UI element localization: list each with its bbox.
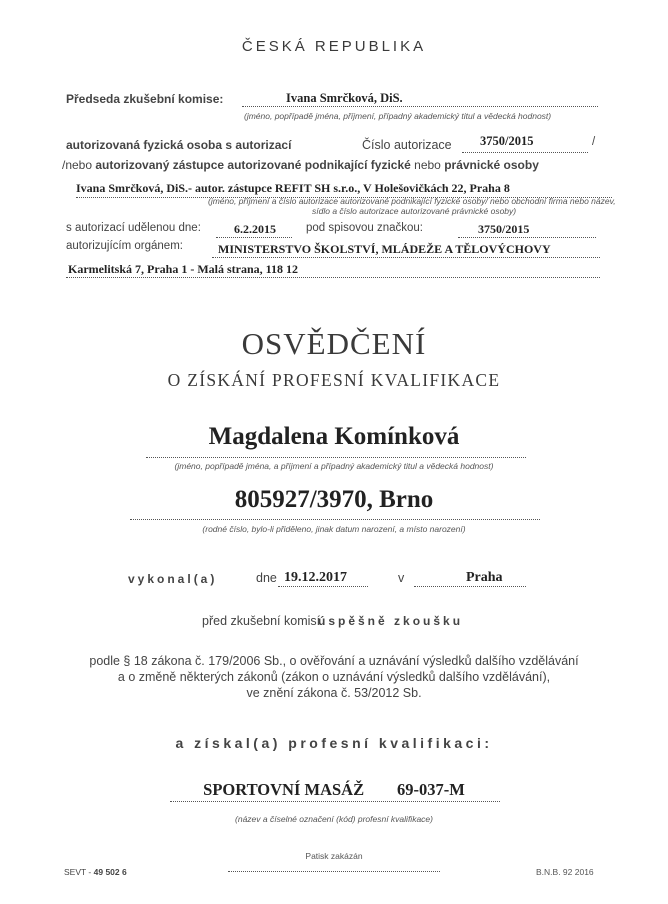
- holder-caption: (jméno, popřípadě jména, a příjmení a případný akademický titul a vědecká hodnost): [174, 461, 494, 471]
- holder-name-line: [146, 456, 526, 458]
- birth-value: 805927/3970, Brno: [234, 486, 434, 513]
- sevt-label: SEVT -: [64, 867, 92, 877]
- representative-value: Ivana Smrčková, DiS.- autor. zástupce REFIT SH s.r.o., V Holešovičkách 22, Praha 8: [76, 181, 510, 195]
- date-line: [278, 570, 368, 587]
- authorization-number-line: [462, 134, 588, 153]
- qualification-name: SPORTOVNÍ MASÁŽ: [203, 780, 365, 799]
- authorized-representative-label: autorizovaný zástupce autorizované podnikající fyzické: [95, 158, 411, 172]
- birth-line: [130, 518, 540, 520]
- authority-address-line: [66, 262, 600, 278]
- certificate-subtitle: O ZÍSKÁNÍ PROFESNÍ KVALIFIKACE: [167, 370, 501, 390]
- granted-label: s autorizací udělenou dne:: [66, 222, 201, 234]
- granted-date: 6.2.2015: [234, 222, 276, 236]
- exam-date: 19.12.2017: [284, 570, 347, 585]
- granted-date-line: [216, 222, 292, 238]
- chair-caption: (jméno, popřípadě jména, příjmení, případný akademický titul a vědecká hodnost): [244, 111, 552, 121]
- authority-label: autorizujícím orgánem:: [66, 240, 183, 252]
- legal-entity-label: právnické osoby: [444, 158, 539, 172]
- file-number: 3750/2015: [478, 222, 530, 236]
- authorized-representative-row: [62, 158, 539, 172]
- sevt-code-row: [64, 867, 127, 877]
- bnb-code: B.N.B. 92 2016: [536, 867, 594, 877]
- or-word: nebo: [414, 158, 441, 172]
- chair-label: Předseda zkušební komise:: [66, 92, 224, 106]
- certificate-title: OSVĚDČENÍ: [241, 326, 427, 361]
- reprint-notice: Patisk zakázán: [305, 851, 363, 861]
- representative-caption-1: (jméno, příjmení a číslo autorizace autorizované podnikající fyzické osoby/ nebo obchodní firma nebo název,: [208, 196, 616, 206]
- performed-label: vykonal(a): [128, 572, 218, 586]
- representative-caption-2: sídlo a číslo autorizace autorizované právnické osoby): [312, 206, 517, 216]
- file-number-label: pod spisovou značkou:: [306, 222, 423, 234]
- file-number-line: [458, 222, 596, 238]
- place-line: [414, 570, 526, 587]
- authority-address: Karmelitská 7, Praha 1 - Malá strana, 118 12: [68, 262, 298, 276]
- exam-place: Praha: [466, 570, 503, 585]
- holder-name: Magdalena Komínková: [208, 423, 460, 450]
- law-line-1: podle § 18 zákona č. 179/2006 Sb., o ověřování a uznávání výsledků dalšího vzdělávání: [89, 654, 579, 668]
- authorization-number-label: Číslo autorizace: [362, 138, 452, 152]
- birth-caption: (rodné číslo, bylo-li přiděleno, jinak datum narození, a místo narození): [202, 524, 466, 534]
- or-prefix: /nebo: [62, 158, 93, 172]
- qualification-row: [0, 780, 668, 800]
- place-label: v: [398, 571, 405, 585]
- country-heading: ČESKÁ REPUBLIKA: [241, 38, 427, 55]
- chair-name-line: [242, 91, 598, 107]
- acquired-text: a získal(a) profesní kvalifikaci:: [175, 735, 493, 751]
- authority-value: MINISTERSTVO ŠKOLSTVÍ, MLÁDEŽE A TĚLOVÝCHOVY: [218, 242, 551, 256]
- footer-divider: [228, 870, 440, 872]
- before-commission-text: před zkušební komisí: [202, 614, 321, 628]
- law-line-3: ve znění zákona č. 53/2012 Sb.: [246, 686, 422, 700]
- authorization-number: 3750/2015: [480, 134, 534, 148]
- qualification-code: 69-037-M: [397, 780, 465, 799]
- qualification-caption: (název a číselné označení (kód) profesní kvalifikace): [235, 814, 433, 824]
- authorized-person-label: autorizovaná fyzická osoba s autorizací: [66, 138, 292, 152]
- chair-name: Ivana Smrčková, DiS.: [286, 91, 403, 105]
- law-line-2: a o změně některých zákonů (zákon o uznávání výsledků dalšího vzdělávání),: [117, 670, 551, 684]
- sevt-code: 49 502 6: [93, 867, 127, 877]
- slash: /: [592, 136, 596, 148]
- date-label: dne: [256, 571, 277, 585]
- success-text: úspěšně zkoušku: [318, 614, 464, 628]
- authority-line: [212, 242, 600, 258]
- qualification-line: [170, 800, 500, 802]
